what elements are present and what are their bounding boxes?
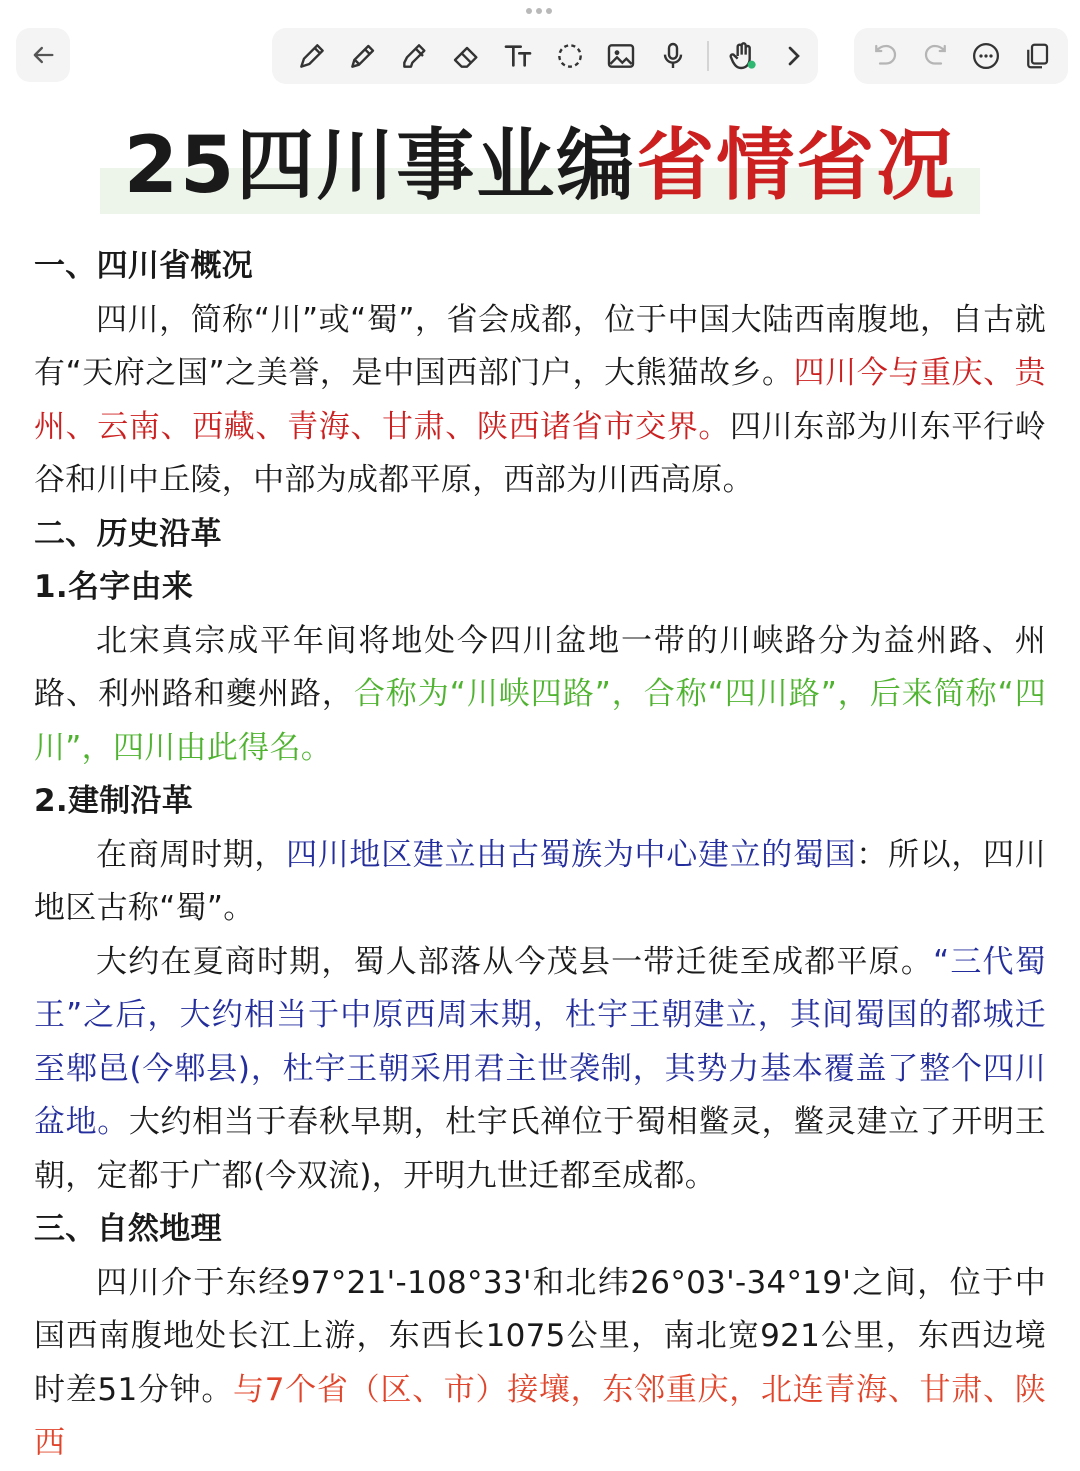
title-red: 省情省况 <box>636 121 957 211</box>
pages-icon <box>1022 41 1052 71</box>
hand-pointer-icon <box>727 40 759 72</box>
toolbar-divider <box>707 41 709 71</box>
chevron-right-icon <box>778 40 810 72</box>
section-heading-3: 三、自然地理 <box>34 1211 222 1247</box>
more-options-button[interactable] <box>962 32 1010 80</box>
pencil-tool-button[interactable] <box>340 32 388 80</box>
more-icon <box>971 41 1001 71</box>
undo-icon <box>870 41 900 71</box>
subheading-name-origin: 1.名字由来 <box>34 569 194 605</box>
paragraph-history-2 <box>34 936 1046 1204</box>
title-black: 25四川事业编 <box>123 121 637 211</box>
section-heading-1: 一、四川省概况 <box>34 248 254 284</box>
subheading-history: 2.建制沿革 <box>34 783 194 819</box>
section-heading-2: 二、历史沿革 <box>34 515 222 552</box>
paragraph-geography <box>34 1257 1046 1471</box>
highlighter-icon <box>399 40 431 72</box>
image-tool-button[interactable] <box>598 32 646 80</box>
pen-tool-button[interactable] <box>288 32 336 80</box>
lasso-tool-button[interactable] <box>546 32 594 80</box>
highlight-blue: 四川地区建立由古蜀族为中心建立的蜀国 <box>286 836 857 873</box>
page-title <box>100 118 981 214</box>
highlight-orange: 与7个省（区、市）接壤，东邻重庆，北连青海、甘肃、陕西 <box>34 1371 1046 1461</box>
highlighter-tool-button[interactable] <box>391 32 439 80</box>
eraser-tool-button[interactable] <box>443 32 491 80</box>
microphone-tool-button[interactable] <box>649 32 697 80</box>
paragraph-history-1 <box>34 829 1046 936</box>
text-span: 北宋真宗成平年间将地处今四川盆地一带的川峡路分为益州路、州路、利州路和夔州路， <box>34 622 1046 712</box>
drawing-toolbar <box>272 28 818 84</box>
redo-button[interactable] <box>912 32 960 80</box>
microphone-icon <box>657 40 689 72</box>
note-content <box>34 240 1046 1471</box>
arrow-left-icon <box>29 41 57 69</box>
redo-icon <box>921 41 951 71</box>
text-span: 大约相当于春秋早期，杜宇氏禅位于蜀相鳖灵，鳖灵建立了开明王朝，定都于广都(今双流)，开明九世迁都至成都。 <box>34 1104 1046 1194</box>
text-span: 在商周时期， <box>96 836 287 873</box>
text-span: 大约在夏商时期，蜀人部落从今茂县一带迁徙至成都平原。 <box>96 943 934 980</box>
lasso-icon <box>554 40 586 72</box>
title-area <box>0 118 1080 214</box>
window-drag-handle[interactable] <box>526 8 552 14</box>
undo-button[interactable] <box>861 32 909 80</box>
back-button[interactable] <box>16 28 70 82</box>
paragraph-overview <box>34 294 1046 508</box>
highlight-red: 四川今与重庆、贵州、云南、西藏、青海、甘肃、陕西诸省市交界。 <box>34 355 1046 445</box>
text-span: 四川介于东经97°21'-108°33'和北纬26°03'-34°19'之间，位于中国西南腹地处长江上游，东西长1075公里，南北宽921公里，东西边境时差51分钟。 <box>34 1264 1046 1408</box>
pencil-icon <box>347 40 379 72</box>
pen-icon <box>296 40 328 72</box>
text-span: 四川，简称“川”或“蜀”，省会成都，位于中国大陆西南腹地，自古就有“天府之国”之美誉，是中国西部门户，大熊猫故乡。 <box>34 301 1046 391</box>
hand-tool-button[interactable] <box>719 32 767 80</box>
text-tool-button[interactable] <box>494 32 542 80</box>
text-span: ：所以，四川地区古称“蜀”。 <box>34 836 1046 926</box>
text-icon <box>502 40 534 72</box>
highlight-blue: “三代蜀王”之后，大约相当于中原西周末期，杜宇王朝建立，其间蜀国的都城迁至郫邑(今郫县)，杜宇王朝采用君主世袭制，其势力基本覆盖了整个四川盆地。 <box>34 943 1047 1140</box>
more-tools-button[interactable] <box>770 32 818 80</box>
text-span: 四川东部为川东平行岭谷和川中丘陵，中部为成都平原，西部为川西高原。 <box>34 408 1046 498</box>
image-icon <box>605 40 637 72</box>
history-toolbar <box>854 28 1068 84</box>
highlight-green: 合称为“川峡四路”，合称“四川路”，后来简称“四川”，四川由此得名。 <box>34 676 1047 766</box>
paragraph-name-origin <box>34 615 1046 776</box>
pages-button[interactable] <box>1013 32 1061 80</box>
eraser-icon <box>451 40 483 72</box>
